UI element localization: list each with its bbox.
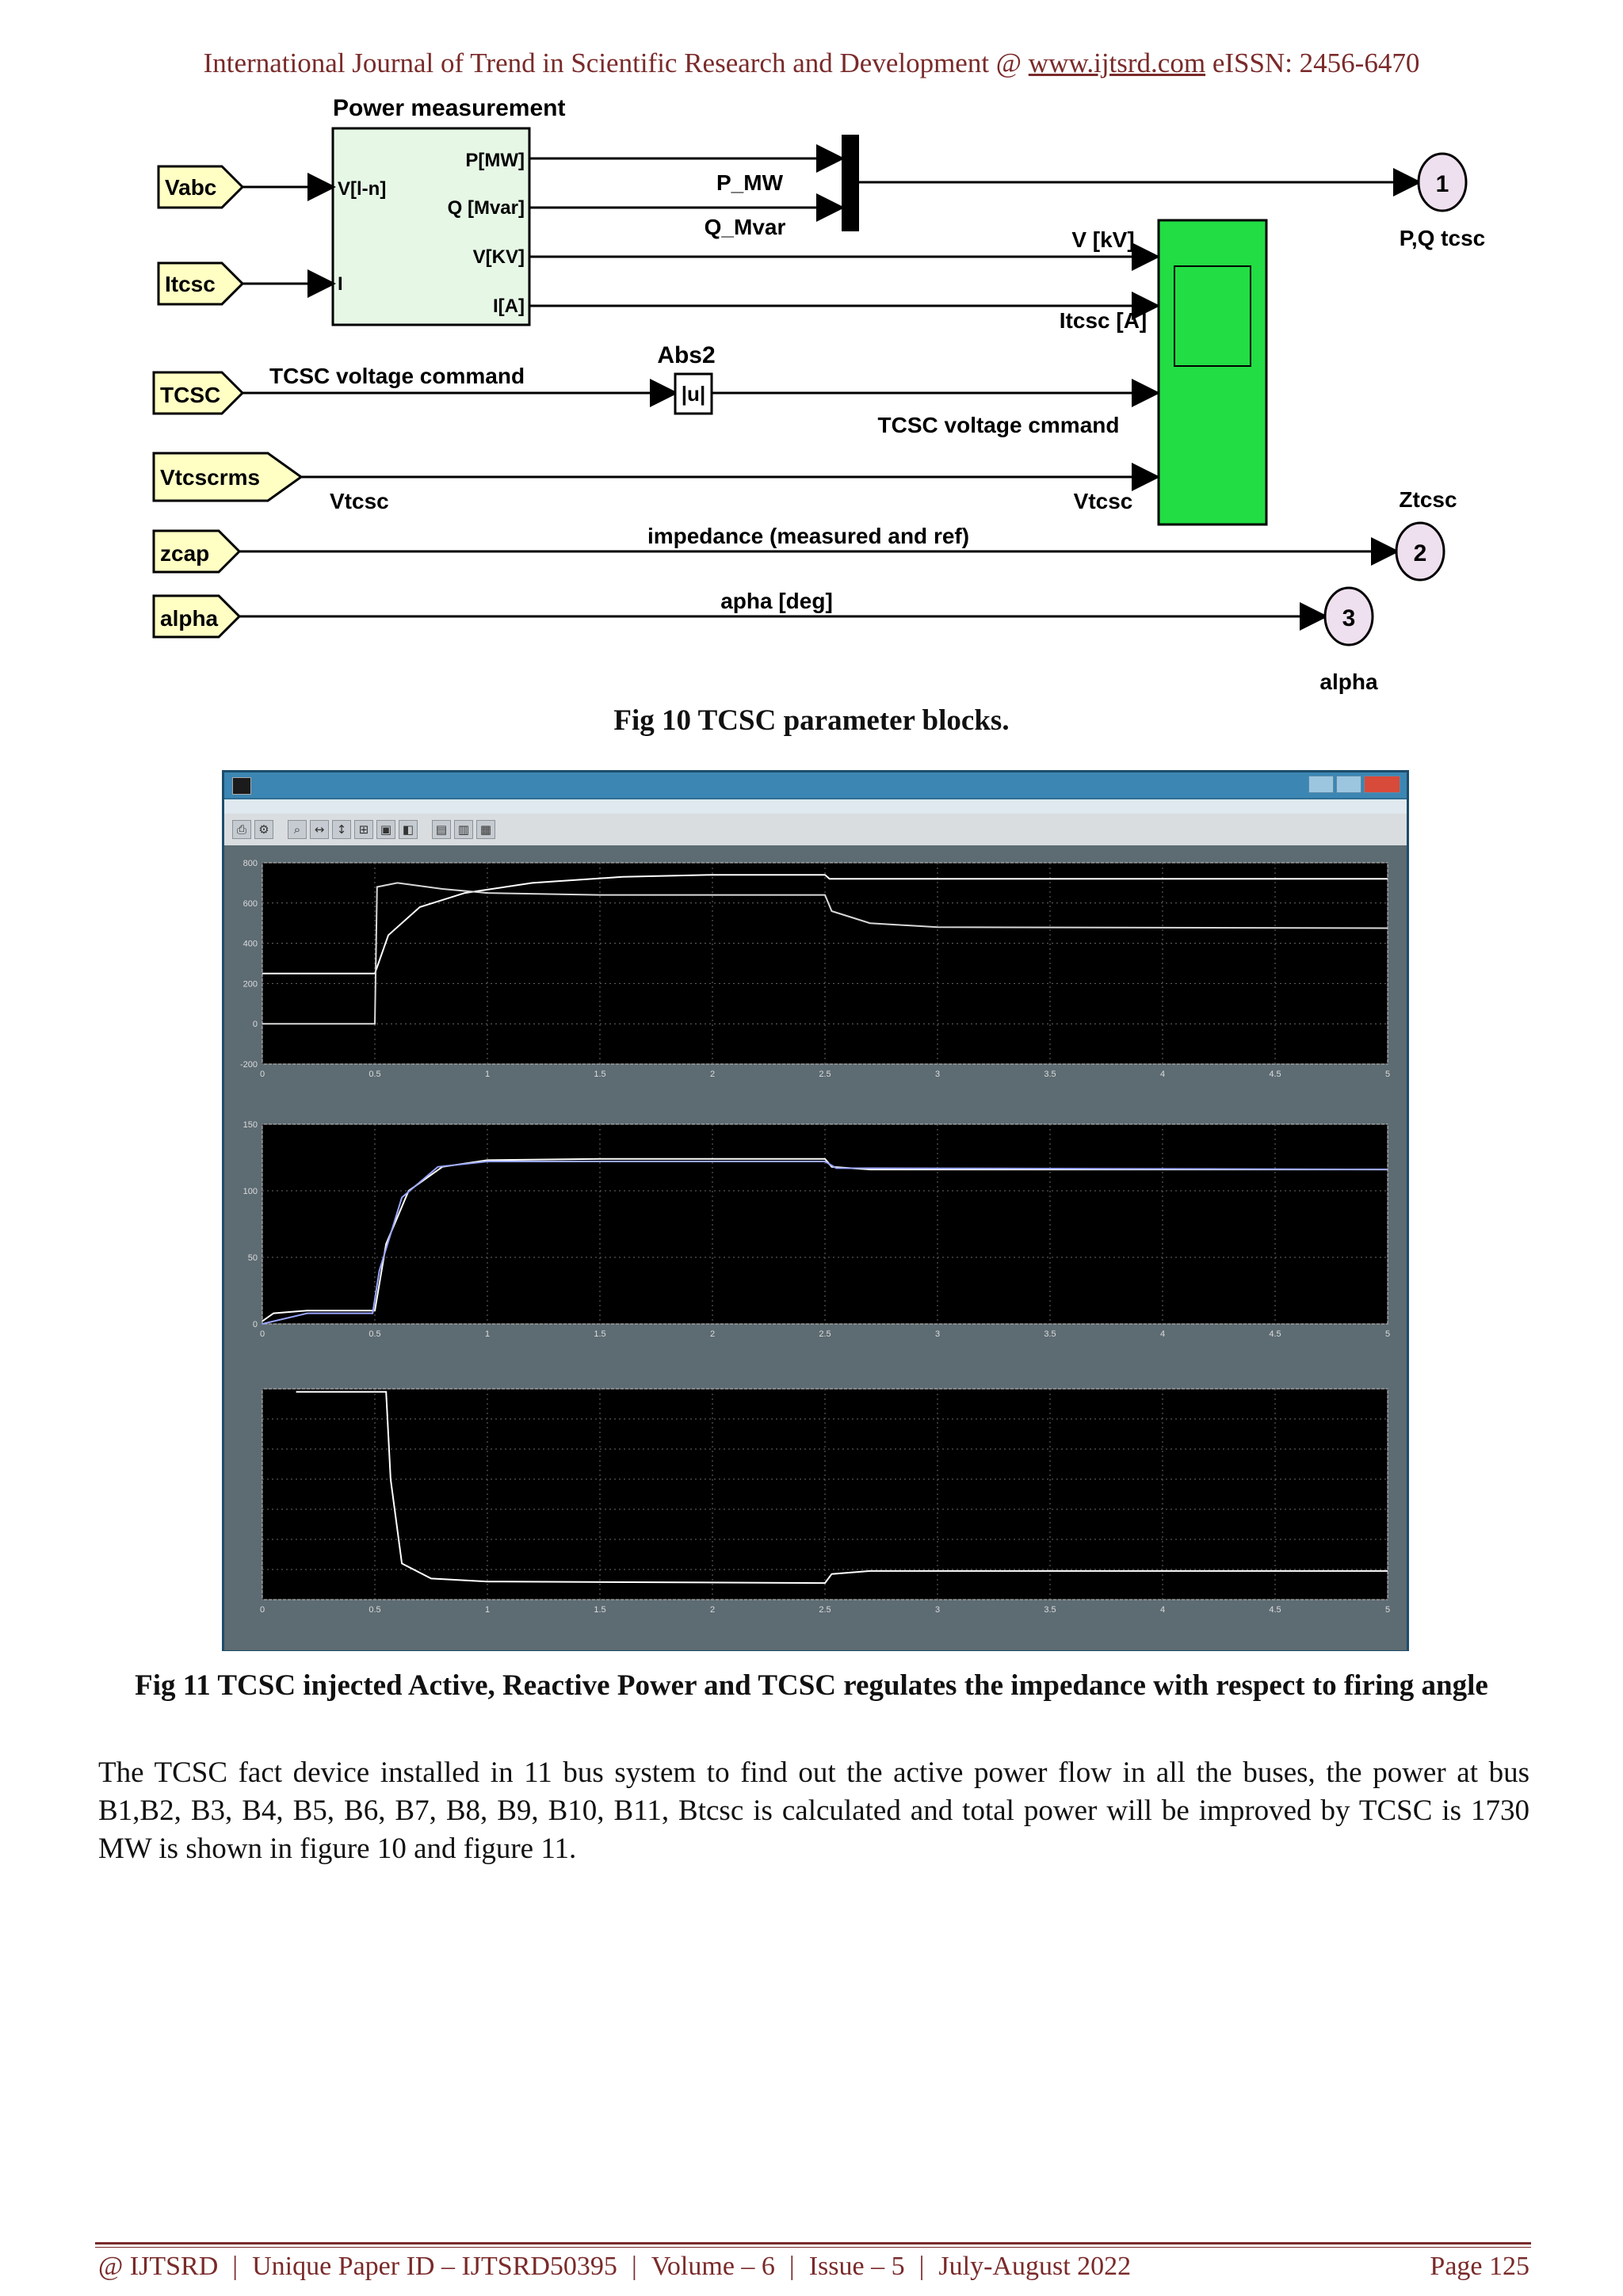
plot-3-xtick: 4 [1159,1605,1166,1615]
svg-text:alpha: alpha [160,606,219,631]
signal-selector-icon[interactable]: ▦ [476,820,495,839]
plot-3-xtick: 1.5 [594,1605,606,1615]
svg-text:TCSC: TCSC [160,383,221,407]
plot-1-xtick: 2.5 [819,1070,831,1079]
inport-tcsc[interactable] [154,372,242,414]
plot-1-xtick: 1 [484,1070,491,1079]
inport-vabc[interactable] [158,166,242,208]
plot-1-xtick: 4 [1159,1070,1166,1079]
svg-text:2: 2 [1413,540,1427,566]
abs-label: Abs2 [657,342,716,368]
plot-1-ytick: 0 [252,1020,258,1030]
footer-volume: Volume – 6 [651,2252,775,2281]
footer-rule-bottom [95,2247,1531,2248]
outport-3[interactable] [1325,588,1373,645]
journal-header [0,48,1623,79]
print-icon[interactable]: ⎙ [232,820,251,839]
label-vtcsc-right: Vtcsc [1073,489,1133,513]
plot-1-xtick: 3 [934,1070,941,1079]
footer-page: Page 125 [1430,2252,1529,2281]
plot-3-xtick: 2 [709,1605,716,1615]
plot-2-xtick: 4 [1159,1329,1166,1339]
inport-vtcscrms[interactable] [154,453,301,501]
plot-2-xtick: 1.5 [594,1329,606,1339]
scope-plots-svg [224,845,1407,1650]
svg-text:Vtcscrms: Vtcscrms [160,465,261,490]
label-alpha-deg: apha [deg] [720,589,833,613]
plot-3-xtick: 2.5 [819,1605,831,1615]
autoscale-icon[interactable]: ⊞ [354,820,373,839]
meter-port-v: V[l-n] [338,178,387,200]
plot-3-xtick: 0.5 [369,1605,381,1615]
scope-window [222,770,1409,1651]
fig10-diagram [143,93,1506,705]
plot-1-ytick: 600 [242,898,258,909]
plot-3-xtick: 5 [1384,1605,1391,1615]
plot-1-ytick: 200 [242,979,258,990]
outport-3-label: alpha [1319,669,1378,694]
footer-issue: Issue – 5 [808,2252,905,2281]
svg-text:3: 3 [1342,605,1356,631]
meter-title: Power measurement [333,95,566,121]
fig10-svg [143,93,1506,705]
footer-left: @ IJTSRD | Unique Paper ID – IJTSRD50395 | Volume – 6 | Issue – 5 | July-August 2022 [98,2252,1132,2281]
plot-2-xtick: 2.5 [819,1329,831,1339]
scope-plots [224,845,1407,1650]
inport-alpha[interactable] [154,596,239,637]
plot-3-xtick: 4.5 [1269,1605,1281,1615]
label-vkv: V [kV] [1071,227,1135,252]
plot-1-xtick: 5 [1384,1070,1391,1079]
header-issn: eISSN: 2456-6470 [1212,48,1420,78]
page-footer [98,2252,1529,2282]
floating-scope-icon[interactable]: ▤ [432,820,451,839]
plot-2-ytick: 0 [252,1320,258,1329]
plot-1-ytick: -200 [239,1060,258,1070]
zoom-icon[interactable]: ⌕ [288,820,307,839]
fig11-caption: Fig 11 TCSC injected Active, Reactive Power and TCSC regulates the impedance with respect to firing angle [135,1669,1488,1702]
window-titlebar [224,772,1407,798]
plot-1-xtick: 0 [259,1070,265,1079]
outport-2-label: Ztcsc [1399,487,1457,512]
plot-3-xtick: 3 [934,1605,941,1615]
plot-2-xtick: 2 [709,1329,716,1339]
plot-3-xtick: 0 [259,1605,265,1615]
plot-1-xtick: 2 [709,1070,716,1079]
footer-journal: @ IJTSRD [98,2252,219,2281]
restore-axes-icon[interactable]: ◧ [399,820,418,839]
label-impedance: impedance (measured and ref) [647,524,970,548]
zoom-x-icon[interactable]: ↔ [310,820,329,839]
fig10-caption: Fig 10 TCSC parameter blocks. [613,704,1010,737]
inport-zcap[interactable] [154,531,239,572]
footer-date: July-August 2022 [938,2252,1132,2281]
meter-out-i: I[A] [493,296,525,317]
outport-1[interactable] [1419,154,1466,211]
plot-3-xtick: 3.5 [1044,1605,1056,1615]
save-axes-icon[interactable]: ▣ [376,820,395,839]
scope-screen [1174,266,1251,366]
plot-2-xtick: 3 [934,1329,941,1339]
plot-1-xtick: 3.5 [1044,1070,1056,1079]
lock-axes-icon[interactable]: ▥ [454,820,473,839]
svg-text:1: 1 [1435,171,1449,197]
svg-text:Vabc: Vabc [165,175,217,200]
plot-3-xtick: 1 [484,1605,491,1615]
label-vtcsc-left: Vtcsc [330,489,389,513]
inport-itcsc[interactable] [158,263,242,304]
svg-text:zcap: zcap [160,541,210,566]
params-icon[interactable]: ⚙ [254,820,273,839]
outport-2[interactable] [1396,523,1444,580]
plot-2-xtick: 0 [259,1329,265,1339]
mux-label-q: Q_Mvar [704,215,786,239]
plot-2-xtick: 4.5 [1269,1329,1281,1339]
mux-block[interactable] [842,135,859,231]
plot-1-xtick: 4.5 [1269,1070,1281,1079]
window-app-icon [232,777,251,795]
footer-rule-top [95,2242,1531,2245]
meter-out-v: V[KV] [472,246,525,268]
plot-2-xtick: 3.5 [1044,1329,1056,1339]
zoom-y-icon[interactable]: ↕ [332,820,351,839]
journal-link[interactable]: www.ijtsrd.com [1028,48,1206,78]
window-controls [1308,776,1400,793]
abs-symbol: |u| [681,382,706,406]
maximize-button[interactable] [1336,776,1361,793]
minimize-button[interactable] [1308,776,1334,793]
plot-2-xtick: 1 [484,1329,491,1339]
scope-toolbar [224,814,1407,846]
footer-paper-id: Unique Paper ID – IJTSRD50395 [252,2252,617,2281]
body-paragraph: The TCSC fact device installed in 11 bus system to find out the active power flow in all the buses, the power at bus B1,B2, B3, B4, B5, B6, B7, B8, B9, B10, B11, Btcsc is calculated and total power will be improved by TCSC is 1730 MW is shown in figure 10 and figure 11. [98,1756,1529,1865]
outport-1-label: P,Q tcsc [1399,226,1486,250]
window-menubar [224,799,1407,814]
mux-label-p: P_MW [716,170,783,195]
plot-1-xtick: 1.5 [594,1070,606,1079]
meter-out-p: P[MW] [465,150,525,171]
svg-text:Itcsc: Itcsc [165,272,216,296]
label-tcsc-cmd2: TCSC voltage cmmand [877,413,1120,437]
plot-1-xtick: 0.5 [369,1070,381,1079]
meter-out-q: Q [Mvar] [447,197,525,219]
plot-2-xtick: 5 [1384,1329,1391,1339]
plot-2-ytick: 150 [242,1120,258,1130]
close-button[interactable] [1364,776,1400,793]
label-tcsc-cmd: TCSC voltage command [269,364,525,388]
plot-1-ytick: 400 [242,939,258,949]
plot-2-ytick: 50 [247,1253,258,1263]
label-itcsc-a: Itcsc [A] [1059,308,1148,333]
plot-1-ytick: 800 [242,859,258,868]
header-prefix: International Journal of Trend in Scientific Research and Development @ [203,48,1022,78]
meter-port-i: I [338,273,343,295]
plot-2-xtick: 0.5 [369,1329,381,1339]
plot-2-ytick: 100 [242,1187,258,1196]
